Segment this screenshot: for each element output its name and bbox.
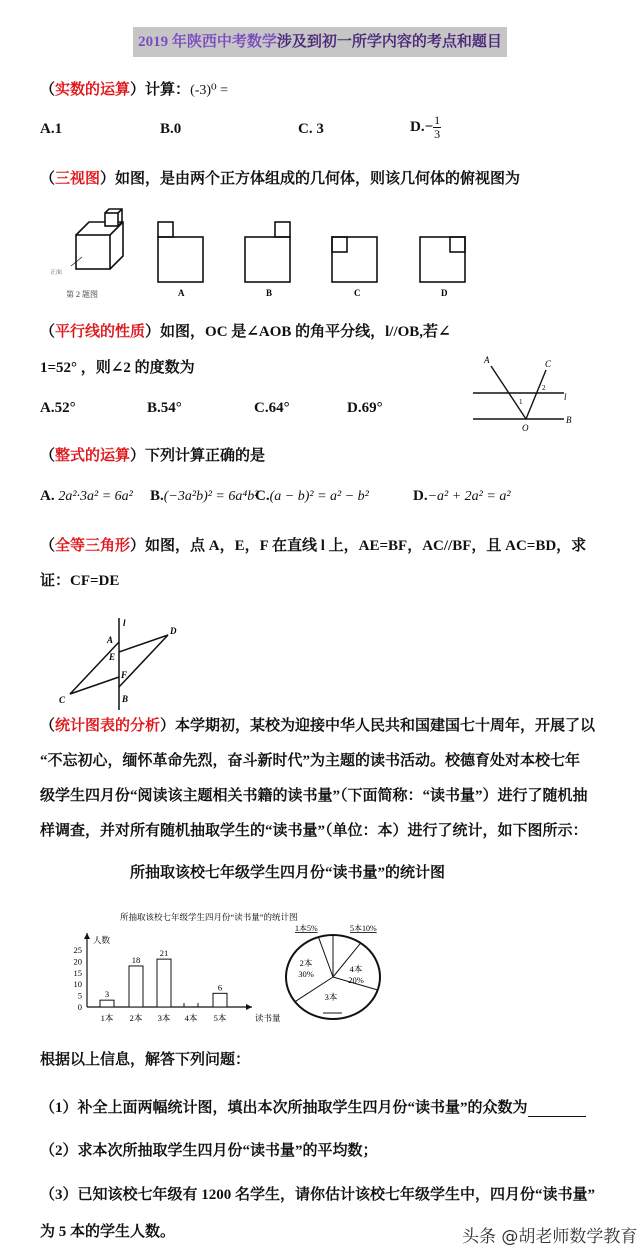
y-tick-label: 25	[73, 945, 82, 955]
bar	[100, 1000, 114, 1007]
cube-front-face	[76, 235, 110, 269]
x-tick-label: 5本	[213, 1013, 227, 1023]
y-axis-arrow	[84, 933, 90, 939]
x-axis-label: 读书量	[255, 1013, 281, 1023]
pie-slice-label: 5本10%	[350, 924, 377, 933]
option-c: C.64°	[254, 400, 290, 416]
question-6-line-2: “不忘初心，缅怀革命先烈，奋斗新时代”为主题的读书活动。校德育处对本校七年	[40, 753, 581, 769]
topic-label: 实数的运算	[55, 82, 131, 98]
option-a: A.1	[40, 121, 63, 137]
svg-text:D: D	[170, 626, 177, 636]
parallel-lines-figure	[440, 340, 590, 440]
option-b: B.(−3a²b)² = 6a⁴b²	[150, 488, 259, 504]
y-axis-label: 人数	[93, 935, 111, 945]
topic-label: 全等三角形	[55, 538, 131, 554]
statistics-charts	[40, 900, 440, 1030]
y-tick-label: 20	[73, 956, 82, 967]
x-tick-label: 4本	[184, 1013, 198, 1023]
question-2: （三视图）如图，是由两个正方体组成的几何体，则该几何体的俯视图为	[40, 171, 521, 187]
svg-text:F: F	[121, 670, 128, 680]
pie-slice-label: 1本5%	[295, 924, 318, 933]
watermark: 头条 @胡老师数学教育	[462, 1227, 638, 1247]
y-tick-label: 0	[77, 1002, 82, 1012]
svg-text:B: B	[122, 694, 129, 704]
svg-text:E: E	[109, 652, 116, 662]
option-label-b: B	[266, 288, 273, 298]
fraction: $\frac{1}{3}$	[434, 113, 441, 141]
option-c: C. 3	[298, 121, 324, 137]
bar	[213, 993, 227, 1007]
option-a: A.52°	[40, 400, 76, 416]
chart-title: 所抽取该校七年级学生四月份“读书量”的统计图	[120, 912, 298, 922]
y-tick-label: 10	[73, 979, 82, 990]
y-tick-label: 5	[77, 990, 82, 1001]
bar-value-label: 21	[159, 948, 169, 959]
bar-value-label: 6	[217, 982, 223, 993]
svg-text:A: A	[484, 355, 490, 365]
topic-label: 三视图	[55, 171, 101, 187]
x-tick-label: 3本	[157, 1013, 171, 1023]
svg-text:C: C	[59, 695, 66, 705]
option-label-d: D	[441, 288, 448, 298]
pie-slice-label: 3本	[324, 992, 338, 1002]
pie-slice-percent: 20%	[348, 975, 364, 985]
question-6: （统计图表的分析）本学期初，某校为迎接中华人民共和国建国七十周年，开展了以	[40, 718, 596, 734]
option-b: B.54°	[147, 400, 182, 416]
option-d: D.69°	[347, 400, 383, 416]
pie-slice-label: 2本	[299, 958, 313, 968]
question-6-line-3: 级学生四月份“阅读该主题相关书籍的读书量”（下面简称：“读书量”）进行了随机抽	[40, 788, 588, 804]
svg-text:A: A	[107, 635, 114, 645]
figure-title: 所抽取该校七年级学生四月份“读书量”的统计图	[130, 865, 446, 881]
option-d: D.−a² + 2a² = a²	[413, 488, 511, 504]
option-c: C.(a − b)² = a² − b²	[255, 488, 369, 504]
svg-text:1: 1	[519, 398, 523, 406]
topic-label: 整式的运算	[55, 448, 131, 464]
question-3-line-2: 1=52° ，则∠2 的度数为	[40, 360, 195, 376]
question-4: （整式的运算）下列计算正确的是	[40, 448, 266, 464]
x-tick-label: 1本	[100, 1013, 114, 1023]
pie-chart	[286, 923, 380, 1019]
question-3: （平行线的性质）如图，OC 是∠AOB 的角平分线，l//OB,若∠	[40, 324, 451, 340]
option-a: A. 2a²·3a² = 6a²	[40, 488, 133, 504]
svg-text:2: 2	[542, 384, 546, 392]
option-label-c: C	[354, 288, 361, 298]
document-title: 2019 年陕西中考数学涉及到初一所学内容的考点和题目	[133, 27, 507, 57]
congruent-triangles-figure	[40, 610, 200, 710]
question-5: （全等三角形）如图，点 A，E，F 在直线 l 上，AE=BF，AC//BF，且 AC=BD，求	[40, 538, 587, 554]
sub-question-1: （1）补全上面两幅统计图，填出本次所抽取学生四月份“读书量”的众数为	[40, 1096, 586, 1117]
svg-text:l: l	[564, 392, 567, 402]
topic-label: 平行线的性质	[55, 324, 146, 340]
instruction-text: 根据以上信息，解答下列问题：	[40, 1052, 251, 1068]
pie-slice-percent: 30%	[298, 969, 314, 979]
option-b: B.0	[160, 121, 182, 137]
bar-value-label: 3	[104, 989, 110, 1000]
question-5-line-2: 证：CF=DE	[40, 573, 120, 589]
x-axis-arrow	[246, 1004, 252, 1010]
svg-text:C: C	[545, 359, 552, 369]
three-view-figure	[40, 200, 480, 310]
math-expression: (-3)⁰ =	[190, 83, 229, 98]
sub-question-3: （3）已知该校七年级有 1200 名学生，请你估计该校七年级学生中，四月份“读书量”	[40, 1187, 596, 1203]
question-6-line-4: 样调查，并对所有随机抽取学生的“读书量”（单位：本）进行了统计，如下图所示：	[40, 823, 588, 839]
option-label-a: A	[178, 288, 185, 298]
svg-text:l: l	[123, 618, 126, 628]
figure-caption: 第 2 题图	[66, 290, 98, 299]
y-tick-label: 15	[73, 967, 82, 978]
option-d: D.− $\frac{1}{3}$	[410, 113, 441, 141]
sub-question-3-line-2: 为 5 本的学生人数。	[40, 1224, 176, 1240]
bar-value-label: 18	[131, 954, 141, 965]
topic-label: 统计图表的分析	[55, 718, 161, 734]
question-1: （实数的运算）计算：(-3)⁰ =	[40, 82, 229, 98]
svg-text:B: B	[566, 415, 572, 425]
svg-text:O: O	[522, 423, 529, 433]
front-label: 正面	[50, 270, 63, 276]
pie-slice-label: 4本	[349, 964, 363, 974]
bar	[129, 966, 143, 1007]
bar	[157, 959, 171, 1007]
bar-chart	[74, 933, 282, 1023]
answer-blank[interactable]	[528, 1102, 586, 1117]
sub-question-2: （2）求本次所抽取学生四月份“读书量”的平均数；	[40, 1143, 378, 1159]
x-tick-label: 2本	[129, 1013, 143, 1023]
